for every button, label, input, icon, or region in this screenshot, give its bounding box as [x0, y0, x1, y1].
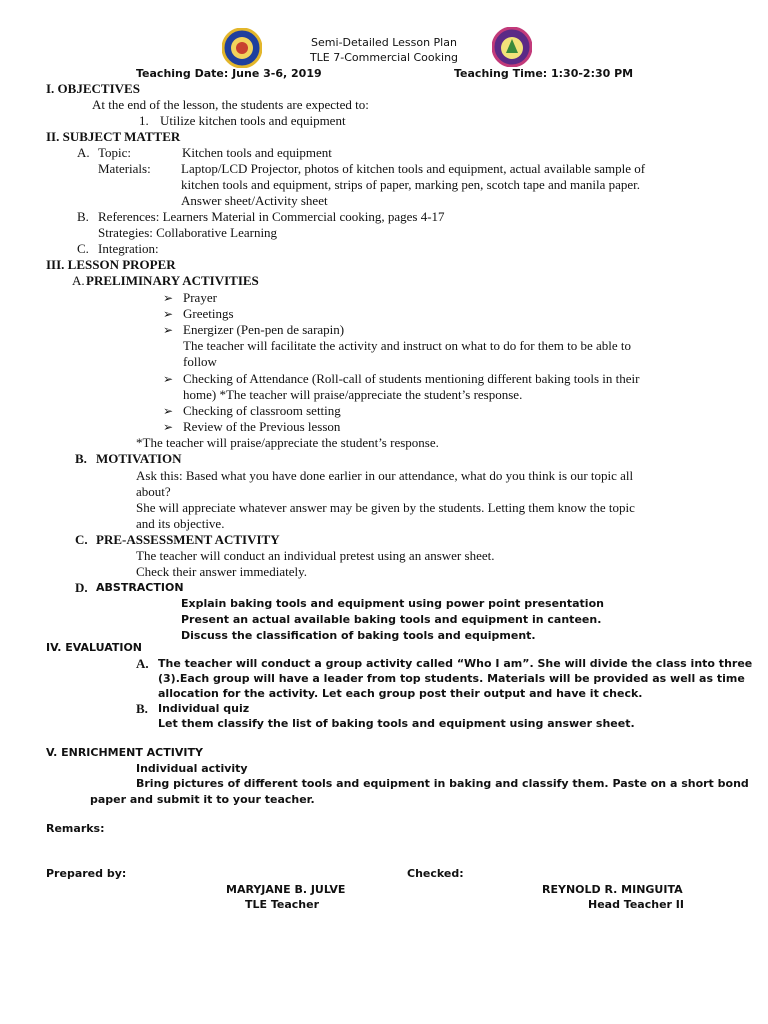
prepared-by-label: Prepared by:	[46, 867, 127, 880]
bullet-icon: ➢	[163, 323, 174, 337]
motivation-label: B.	[75, 451, 87, 466]
enrichment-text: Bring pictures of different tools and equipment in baking and classify them. Paste on a short bond	[136, 777, 749, 790]
bullet-icon: ➢	[163, 291, 174, 305]
objectives-heading: I. OBJECTIVES	[46, 81, 140, 96]
motivation-heading: MOTIVATION	[96, 451, 182, 466]
materials-line: kitchen tools and equipment, strips of paper, marking pen, scotch tape and manila paper.	[181, 177, 641, 192]
enrichment-heading: V. ENRICHMENT ACTIVITY	[46, 746, 203, 759]
school-logo-left	[222, 28, 262, 68]
materials-line: Answer sheet/Activity sheet	[181, 193, 328, 208]
evaluation-heading: IV. EVALUATION	[46, 641, 143, 654]
activity-classroom: Checking of classroom setting	[183, 403, 341, 418]
objective-number: 1.	[139, 113, 149, 128]
bullet-icon: ➢	[163, 420, 174, 434]
evaluation-a-text: (3).Each group will have a leader from top students. Materials will be provided as well as time	[158, 672, 745, 685]
abstraction-label: D.	[75, 580, 88, 595]
activity-energizer: Energizer (Pen-pen de sarapin)	[183, 322, 345, 337]
motivation-text: and its objective.	[136, 516, 225, 531]
pre-assessment-label: C.	[75, 532, 88, 547]
subject-b-label: B.	[77, 209, 89, 224]
enrichment-text: paper and submit it to your teacher.	[90, 793, 315, 806]
energizer-note: The teacher will facilitate the activity and instruct on what to do for them to be able to	[183, 338, 631, 353]
abstraction-text: Discuss the classification of baking tools and equipment.	[181, 629, 536, 642]
preparer-title: TLE Teacher	[245, 898, 320, 911]
checker-name: REYNOLD R. MINGUITA	[542, 883, 683, 896]
pre-assessment-text: The teacher will conduct an individual pretest using an answer sheet.	[136, 548, 495, 563]
checked-label: Checked:	[407, 867, 464, 880]
motivation-text: She will appreciate whatever answer may be given by the students. Letting them know the topic	[136, 500, 635, 515]
bullet-icon: ➢	[163, 404, 174, 418]
subject-matter-heading: II. SUBJECT MATTER	[46, 129, 181, 144]
evaluation-a-text: allocation for the activity. Let each group post their output and have it check.	[158, 687, 643, 700]
materials-line: Laptop/LCD Projector, photos of kitchen tools and equipment, actual available sample of	[181, 161, 646, 176]
activity-review: Review of the Previous lesson	[183, 419, 341, 434]
teaching-date: Teaching Date: June 3-6, 2019	[136, 67, 322, 80]
topic-value: Kitchen tools and equipment	[182, 145, 332, 160]
praise-note: *The teacher will praise/appreciate the student’s response.	[136, 435, 439, 450]
document-subtitle: TLE 7-Commercial Cooking	[309, 51, 459, 64]
activity-prayer: Prayer	[183, 290, 217, 305]
subject-c-label: C.	[77, 241, 89, 256]
pre-assessment-text: Check their answer immediately.	[136, 564, 307, 579]
school-logo-right	[492, 27, 532, 67]
document-title: Semi-Detailed Lesson Plan	[311, 36, 457, 49]
evaluation-a-label: A.	[136, 656, 149, 671]
preliminary-prefix: A.	[72, 273, 85, 288]
bullet-icon: ➢	[163, 307, 174, 321]
abstraction-text: Explain baking tools and equipment using power point presentation	[181, 597, 604, 610]
teaching-time: Teaching Time: 1:30-2:30 PM	[454, 67, 634, 80]
strategies: Strategies: Collaborative Learning	[98, 225, 278, 240]
objectives-intro: At the end of the lesson, the students are expected to:	[92, 97, 369, 112]
evaluation-b-text: Let them classify the list of baking tools and equipment using answer sheet.	[158, 717, 635, 730]
evaluation-b-text: Individual quiz	[158, 702, 250, 715]
evaluation-b-label: B.	[136, 701, 148, 716]
attendance-note: home) *The teacher will praise/appreciate the student’s response.	[183, 387, 523, 402]
subject-a-label: A.	[77, 145, 90, 160]
remarks-label: Remarks:	[46, 822, 105, 835]
checker-title: Head Teacher II	[588, 898, 684, 911]
motivation-text: Ask this: Based what you have done earlier in our attendance, what do you think is our topic all	[136, 468, 634, 483]
abstraction-text: Present an actual available baking tools and equipment in canteen.	[181, 613, 602, 626]
evaluation-a-text: The teacher will conduct a group activity called “Who I am”. She will divide the class into three	[158, 657, 753, 670]
pre-assessment-heading: PRE-ASSESSMENT ACTIVITY	[96, 532, 280, 547]
activity-greetings: Greetings	[183, 306, 234, 321]
references: References: Learners Material in Commercial cooking, pages 4-17	[98, 209, 445, 224]
bullet-icon: ➢	[163, 372, 174, 386]
preparer-name: MARYJANE B. JULVE	[226, 883, 346, 896]
enrichment-text: Individual activity	[136, 762, 248, 775]
integration: Integration:	[98, 241, 159, 256]
abstraction-heading: ABSTRACTION	[96, 581, 184, 594]
objective-item: Utilize kitchen tools and equipment	[160, 113, 346, 128]
lesson-proper-heading: III. LESSON PROPER	[46, 257, 176, 272]
energizer-note: follow	[183, 354, 217, 369]
materials-label: Materials:	[98, 161, 151, 176]
preliminary-heading: PRELIMINARY ACTIVITIES	[86, 273, 259, 288]
topic-label: Topic:	[98, 145, 132, 160]
activity-attendance: Checking of Attendance (Roll-call of students mentioning different baking tools in their	[183, 371, 640, 386]
motivation-text: about?	[136, 484, 171, 499]
